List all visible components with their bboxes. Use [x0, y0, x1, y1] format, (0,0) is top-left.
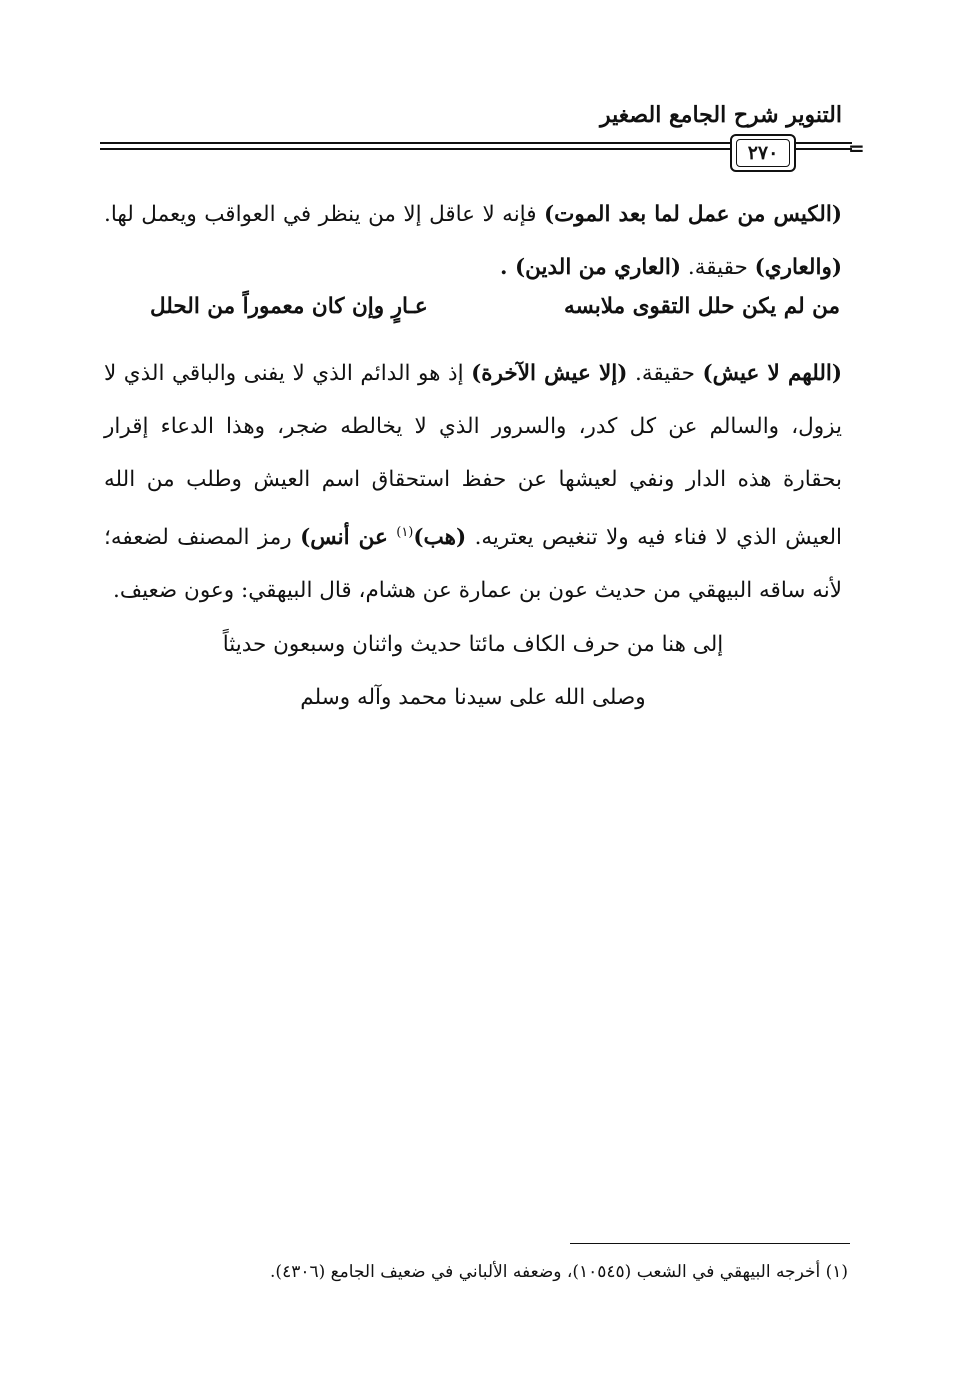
hadith-quote: (العاري من الدين) . [500, 255, 682, 280]
footnote-separator [570, 1243, 850, 1244]
commentary: إذ هو الدائم الذي لا يفنى والباقي الذي لا يزول، والسالم عن كل كدر، والسرور الذي لا يخالطه ضجر، وهذا الدعاء إقرار بحقارة هذه الدار ونفي لعيشها عن حفظ استحقاق اسم العيش وطلب من الله العيش الذي لا فناء فيه ولا تنغيص يعتريه. [104, 361, 843, 551]
page-number: ٢٧٠ [747, 142, 779, 164]
hadith-quote: (اللهم لا عيش) [702, 361, 843, 386]
footnote-reference[interactable]: (١) [396, 525, 414, 540]
hadith-quote: (إلا عيش الآخرة) [471, 361, 628, 386]
book-title: التنوير شرح الجامع الصغير [600, 102, 842, 128]
page-header [100, 100, 865, 180]
commentary: رمز المصنف لضعفه؛ لأنه ساقه البيهقي من حديث عون بن عمارة عن هشام، قال البيهقي: وعون ضعيف. [104, 525, 842, 604]
closing-line-1: إلى هنا من حرف الكاف مائتا حديث واثنان وسبعون حديثاً [222, 632, 724, 657]
header-mark: = [848, 136, 865, 160]
hadith-quote: (والعاري) [754, 255, 842, 280]
closing-line-2: وصلى الله على سيدنا محمد وآله وسلم [300, 685, 646, 710]
commentary: حقيقة. [635, 361, 695, 386]
paragraph-2 [104, 347, 842, 617]
source-code: (هب) [413, 525, 467, 551]
commentary: فإنه لا عاقل إلا من ينظر في العواقب ويعمل لها. [104, 202, 537, 227]
hadith-quote: (الكيس من عمل لما بعد الموت) [543, 202, 842, 227]
main-text [104, 188, 842, 617]
poem-hemistich-second: عـارٍ وإن كان معموراً من الحلل [150, 294, 428, 319]
page-number-box [730, 134, 796, 172]
commentary: حقيقة. [687, 255, 748, 280]
poem-hemistich-first: من لم يكن حلل التقوى ملابسه [564, 294, 840, 319]
paragraph-1 [104, 188, 842, 294]
footnote: (١) أخرجه البيهقي في الشعب (١٠٥٤٥)، وضعفه الألباني في ضعيف الجامع (٤٣٠٦). [270, 1262, 848, 1282]
narrator: عن أنس) [300, 525, 388, 551]
